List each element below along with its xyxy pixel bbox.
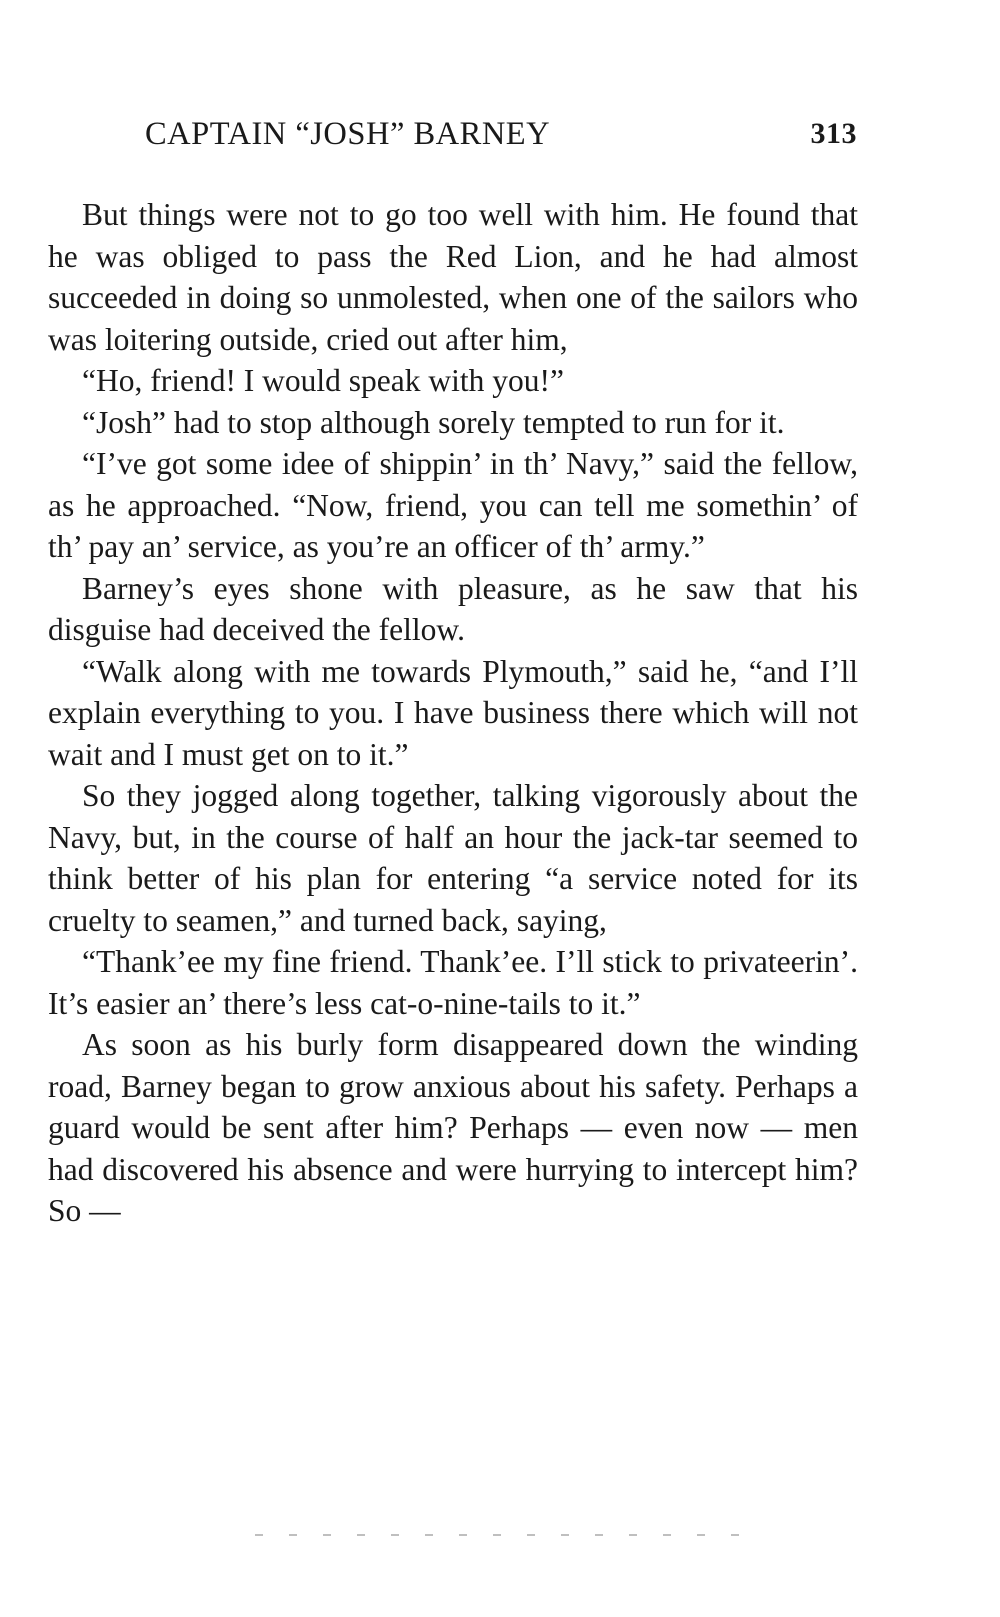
page-number: 313 <box>810 117 857 150</box>
paragraph-1: But things were not to go too well with him. He found that he was obliged to pass the Red Lion, and he had almost succeeded in doing so unmolested, when one of the sailors who was loitering outside, cried out after him, <box>48 197 858 357</box>
body-text <box>48 194 858 1232</box>
paragraph-5: Barney’s eyes shone with pleasure, as he saw that his disguise had deceived the fellow. <box>48 570 858 647</box>
paragraph-6: “Walk along with me towards Plymouth,” said he, “and I’ll explain everything to you. I have business there which will not wait and I must get on to it.” <box>48 653 858 772</box>
running-head <box>145 112 857 156</box>
paragraph-4: “I’ve got some idee of shippin’ in th’ Navy,” said the fellow, as he approached. “Now, friend, you can tell me somethin’ of th’ pay an’ service, as you’re an officer of th’ army.” <box>48 446 858 564</box>
paragraph-2: “Ho, friend! I would speak with you!” <box>82 363 564 398</box>
page-bottom-marks <box>255 1534 755 1536</box>
paragraph-3: “Josh” had to stop although sorely tempted to run for it. <box>82 404 785 440</box>
paragraph-7: So they jogged along together, talking vigorously about the Navy, but, in the course of half an hour the jack-tar seemed to think better of his plan for entering “a service noted for its cruelty to seamen,” and turned back, saying, <box>48 778 858 938</box>
paragraph-8: “Thank’ee my fine friend. Thank’ee. I’ll stick to privateerin’. It’s easier an’ there’s less cat-o-nine-tails to it.” <box>48 944 858 1021</box>
running-head-title: CAPTAIN “JOSH” BARNEY <box>145 116 551 152</box>
paragraph-9: As soon as his burly form disappeared down the winding road, Barney began to grow anxious about his safety. Perhaps a guard would be sent after him? Perhaps — even now — men had discovered his absence and were hurrying to intercept him? So — <box>48 1027 858 1228</box>
